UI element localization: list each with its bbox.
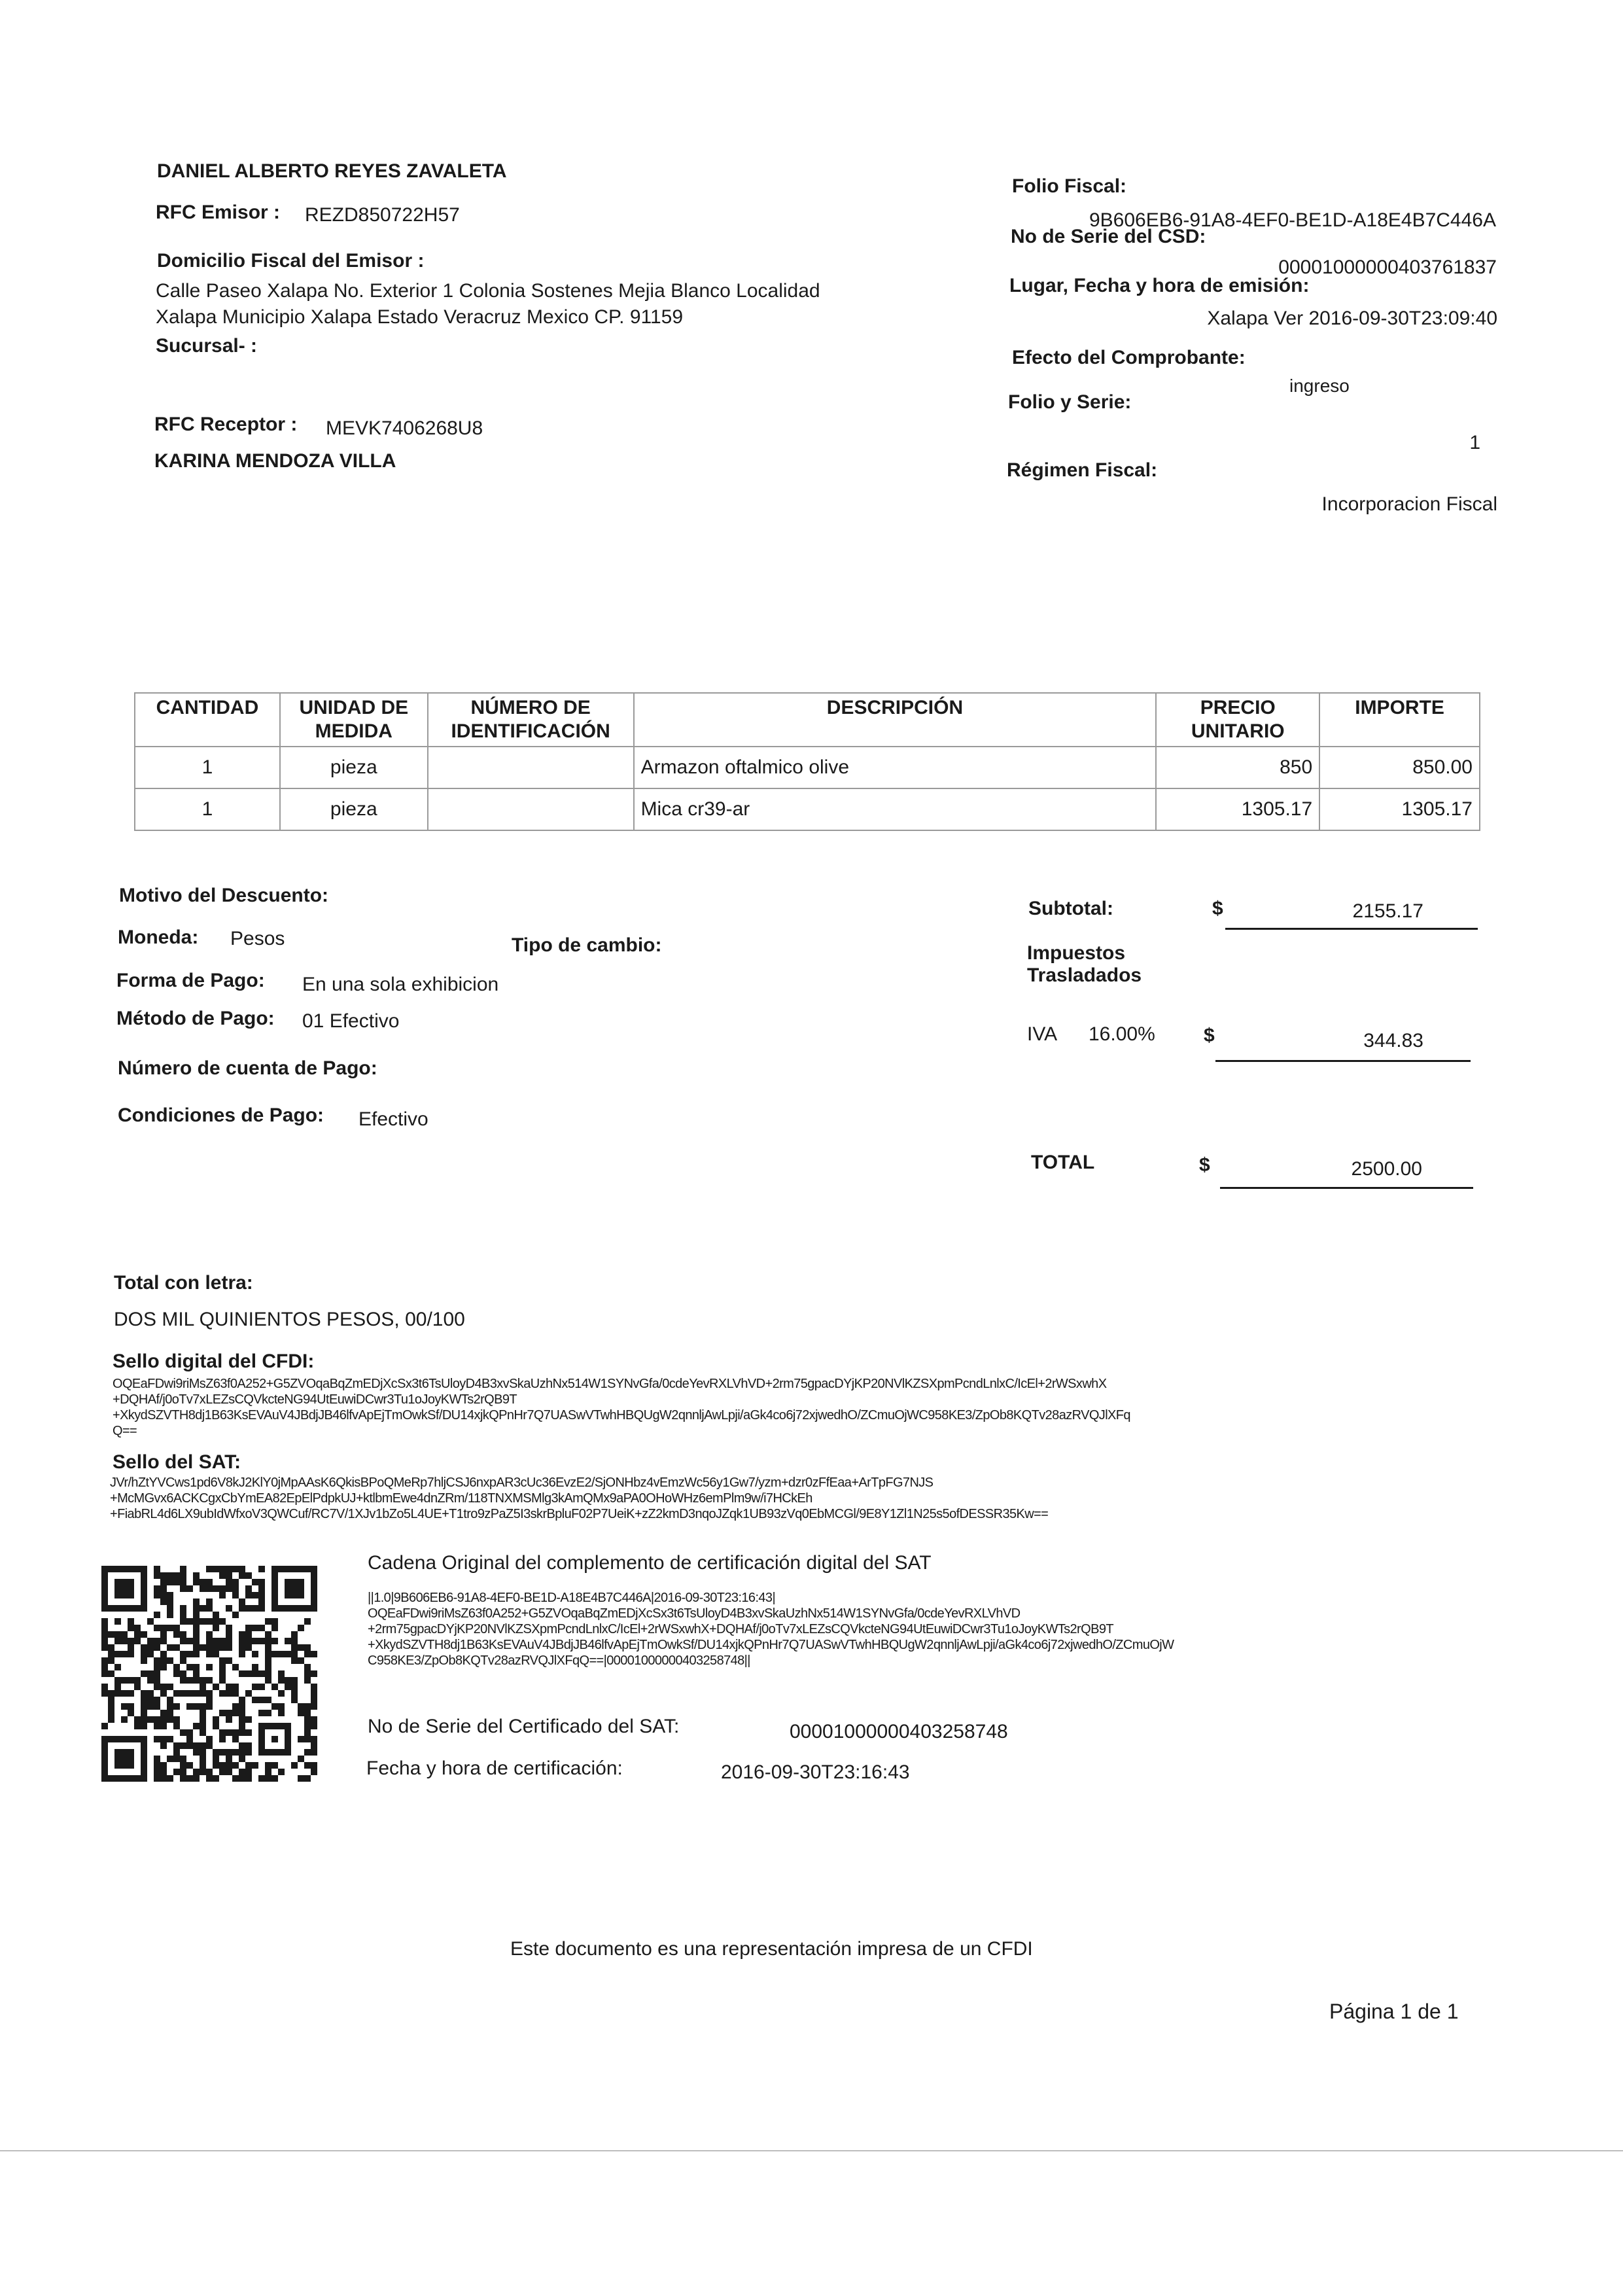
payment-method-label: Método de Pago: xyxy=(116,1008,275,1029)
receiver-rfc: MEVK7406268U8 xyxy=(326,417,483,439)
footer-note: Este documento es una representación impresa de un CFDI xyxy=(510,1938,1033,1960)
iva-currency: $ xyxy=(1204,1025,1215,1046)
issuer-address-label: Domicilio Fiscal del Emisor : xyxy=(157,250,425,272)
taxes-label-2: Trasladados xyxy=(1027,964,1142,986)
cert-chain-line: +XkydSZVTH8dj1B63KsEVAuV4JBdjJB46lfvApEjTmOwkSf/DU14xjkQPnHr7Q7UASwVTwhHBQUgW2qnnljAwLpji/aGk4co6j72xjwedhO/ZCmuOjW xyxy=(368,1638,1174,1652)
sat-seal-line: JVr/hZtYVCws1pd6V8kJ2KlY0jMpAAsK6QkisBPoQMeRp7hljCSJ6nxpAR3cUc36EvzE2/SjONHbz4vEmzWc56y1Gw7/yzm+dzr0zFfEaa+ArTpFG7NJS xyxy=(110,1475,934,1490)
words-label: Total con letra: xyxy=(114,1272,253,1294)
total-underline xyxy=(1220,1187,1473,1189)
header-unit: UNIDAD DE MEDIDA xyxy=(280,693,428,747)
cfdi-seal-label: Sello digital del CFDI: xyxy=(113,1351,315,1372)
row-unit-price: 1305.17 xyxy=(1156,788,1319,830)
currency-value: Pesos xyxy=(230,928,285,949)
issuer-address-line2: Xalapa Municipio Xalapa Estado Veracruz Mexico CP. 91159 xyxy=(156,306,684,328)
folio-fiscal: 9B606EB6-91A8-4EF0-BE1D-A18E4B7C446A xyxy=(1089,209,1496,231)
cert-chain-title: Cadena Original del complemento de certificación digital del SAT xyxy=(368,1552,932,1574)
header-unit-price: PRECIO UNITARIO xyxy=(1156,693,1319,747)
row-unit: pieza xyxy=(280,747,428,788)
regime-value: Incorporacion Fiscal xyxy=(1321,493,1497,515)
subtotal-currency: $ xyxy=(1212,898,1223,919)
header-id-number: NÚMERO DE IDENTIFICACIÓN xyxy=(428,693,634,747)
iva-value: 344.83 xyxy=(1363,1030,1423,1051)
total-label: TOTAL xyxy=(1031,1152,1095,1173)
account-label: Número de cuenta de Pago: xyxy=(118,1057,377,1079)
cfdi-seal-line: OQEaFDwi9riMsZ63f0A252+G5ZVOqaBqZmEDjXcSx3t6TsUloyD4B3xvSkaUzhNx514W1SYNvGfa/0cdeYevRXLVhVD+2rm75gpacDYjKP20NVlKZSXpmPcndLnlxC/IcEl+2rWSxwhX xyxy=(113,1377,1107,1391)
folio-fiscal-label: Folio Fiscal: xyxy=(1012,175,1127,197)
effect-value: ingreso xyxy=(1289,376,1350,396)
payment-form-value: En una sola exhibicion xyxy=(302,974,499,995)
items-table xyxy=(134,692,1480,831)
cert-chain-line: ||1.0|9B606EB6-91A8-4EF0-BE1D-A18E4B7C446A|2016-09-30T23:16:43| xyxy=(368,1591,776,1605)
words-value: DOS MIL QUINIENTOS PESOS, 00/100 xyxy=(114,1309,465,1330)
row-id xyxy=(428,788,634,830)
cert-chain-line: +2rm75gpacDYjKP20NVlKZSXpmPcndLnlxC/IcEl+2rWSxwhX+DQHAf/j0oTv7xLEZsCQVkcteNG94UtEuwiDCwr3Tu1oJoyKWTs2rQB9T xyxy=(368,1622,1113,1636)
cfdi-seal-text xyxy=(113,1376,1130,1439)
iva-label: IVA xyxy=(1027,1023,1058,1045)
cert-date-value: 2016-09-30T23:16:43 xyxy=(721,1761,910,1783)
issuer-rfc-label: RFC Emisor : xyxy=(156,202,281,223)
regime-label: Régimen Fiscal: xyxy=(1007,459,1158,481)
header-quantity: CANTIDAD xyxy=(135,693,280,747)
row-amount: 850.00 xyxy=(1319,747,1480,788)
row-description: Mica cr39-ar xyxy=(634,788,1157,830)
row-description: Armazon oftalmico olive xyxy=(634,747,1157,788)
row-amount: 1305.17 xyxy=(1319,788,1480,830)
issuer-name: DANIEL ALBERTO REYES ZAVALETA xyxy=(157,160,507,182)
row-quantity: 1 xyxy=(135,788,280,830)
cfdi-seal-line: +DQHAf/j0oTv7xLEZsCQVkcteNG94UtEuwiDCwr3Tu1oJoyKWTs2rQB9T xyxy=(113,1392,517,1407)
total-currency: $ xyxy=(1199,1154,1210,1176)
receiver-name: KARINA MENDOZA VILLA xyxy=(154,450,396,472)
header-amount: IMPORTE xyxy=(1319,693,1480,747)
qr-code-icon xyxy=(101,1566,317,1782)
discount-label: Motivo del Descuento: xyxy=(119,885,329,906)
cfdi-seal-line: +XkydSZVTH8dj1B63KsEVAuV4JBdjJB46lfvApEjTmOwkSf/DU14xjkQPnHr7Q7UASwVTwhHBQUgW2qnnljAwLpji/aGk4co6j72xjwedhO/ZCmuOjWC958KE3/ZpOb8KQTv28azRVQJlXFq xyxy=(113,1408,1130,1422)
csd-label: No de Serie del CSD: xyxy=(1011,226,1206,247)
cfdi-seal-line: Q== xyxy=(113,1424,137,1438)
sat-seal-line: +McMGvx6ACKCgxCbYmEA82EpElPdpkUJ+ktlbmEwe4dnZRm/118TNXMSMlg3kAmQMx9aPA0OHoWHz6emPlm9w/i7HCkEh xyxy=(110,1491,812,1506)
payment-form-label: Forma de Pago: xyxy=(116,970,265,991)
emission-place-date: Xalapa Ver 2016-09-30T23:09:40 xyxy=(1207,308,1497,329)
sat-cert-number: 00001000000403258748 xyxy=(790,1721,1008,1742)
taxes-label-1: Impuestos xyxy=(1027,942,1126,964)
exchange-label: Tipo de cambio: xyxy=(512,934,662,956)
issuer-rfc: REZD850722H57 xyxy=(305,204,460,226)
subtotal-label: Subtotal: xyxy=(1028,898,1113,919)
currency-label: Moneda: xyxy=(118,927,199,948)
header-description: DESCRIPCIÓN xyxy=(634,693,1157,747)
iva-rate: 16.00% xyxy=(1089,1023,1155,1045)
payment-method-value: 01 Efectivo xyxy=(302,1010,400,1032)
table-row xyxy=(135,747,1480,788)
cert-chain-line: C958KE3/ZpOb8KQTv28azRVQJlXFqQ==|00001000000403258748|| xyxy=(368,1653,750,1668)
emission-label: Lugar, Fecha y hora de emisión: xyxy=(1009,275,1310,296)
subtotal-value: 2155.17 xyxy=(1352,900,1423,922)
cert-date-label: Fecha y hora de certificación: xyxy=(366,1757,623,1779)
row-quantity: 1 xyxy=(135,747,280,788)
series-value: 1 xyxy=(1469,432,1480,453)
receiver-rfc-label: RFC Receptor : xyxy=(154,414,298,435)
total-value: 2500.00 xyxy=(1351,1158,1422,1180)
page-number: Página 1 de 1 xyxy=(1329,2000,1459,2023)
sat-seal-label: Sello del SAT: xyxy=(113,1451,241,1473)
issuer-branch-label: Sucursal- : xyxy=(156,335,258,357)
cert-chain-text xyxy=(368,1590,1174,1669)
csd-number: 00001000000403761837 xyxy=(1278,256,1497,278)
conditions-value: Efectivo xyxy=(358,1108,428,1130)
cert-chain-line: OQEaFDwi9riMsZ63f0A252+G5ZVOqaBqZmEDjXcSx3t6TsUloyD4B3xvSkaUzhNx514W1SYNvGfa/0cdeYevRXLVhVD xyxy=(368,1606,1021,1621)
sat-seal-text xyxy=(110,1475,1048,1522)
row-unit-price: 850 xyxy=(1156,747,1319,788)
conditions-label: Condiciones de Pago: xyxy=(118,1104,324,1126)
sat-seal-line: +FiabRL4d6LX9ubIdWfxoV3QWCuf/RC7V/1XJv1bZo5L4UE+T1tro9zPaZ5I3skrBpluF02P7UeiK+zZ2kmD3nqoJZqk1UB93zVq0EbMCGl/9E8Y1Zl1N25s5ofDESSR35Kw== xyxy=(110,1507,1049,1521)
subtotal-underline xyxy=(1225,928,1478,930)
sat-cert-label: No de Serie del Certificado del SAT: xyxy=(368,1716,680,1737)
row-id xyxy=(428,747,634,788)
issuer-address-line1: Calle Paseo Xalapa No. Exterior 1 Colonia Sostenes Mejia Blanco Localidad xyxy=(156,280,820,302)
bottom-rule xyxy=(0,2150,1623,2151)
iva-underline xyxy=(1215,1060,1471,1062)
series-label: Folio y Serie: xyxy=(1008,391,1132,413)
effect-label: Efecto del Comprobante: xyxy=(1012,347,1246,368)
table-row xyxy=(135,788,1480,830)
row-unit: pieza xyxy=(280,788,428,830)
table-header-row xyxy=(135,693,1480,747)
